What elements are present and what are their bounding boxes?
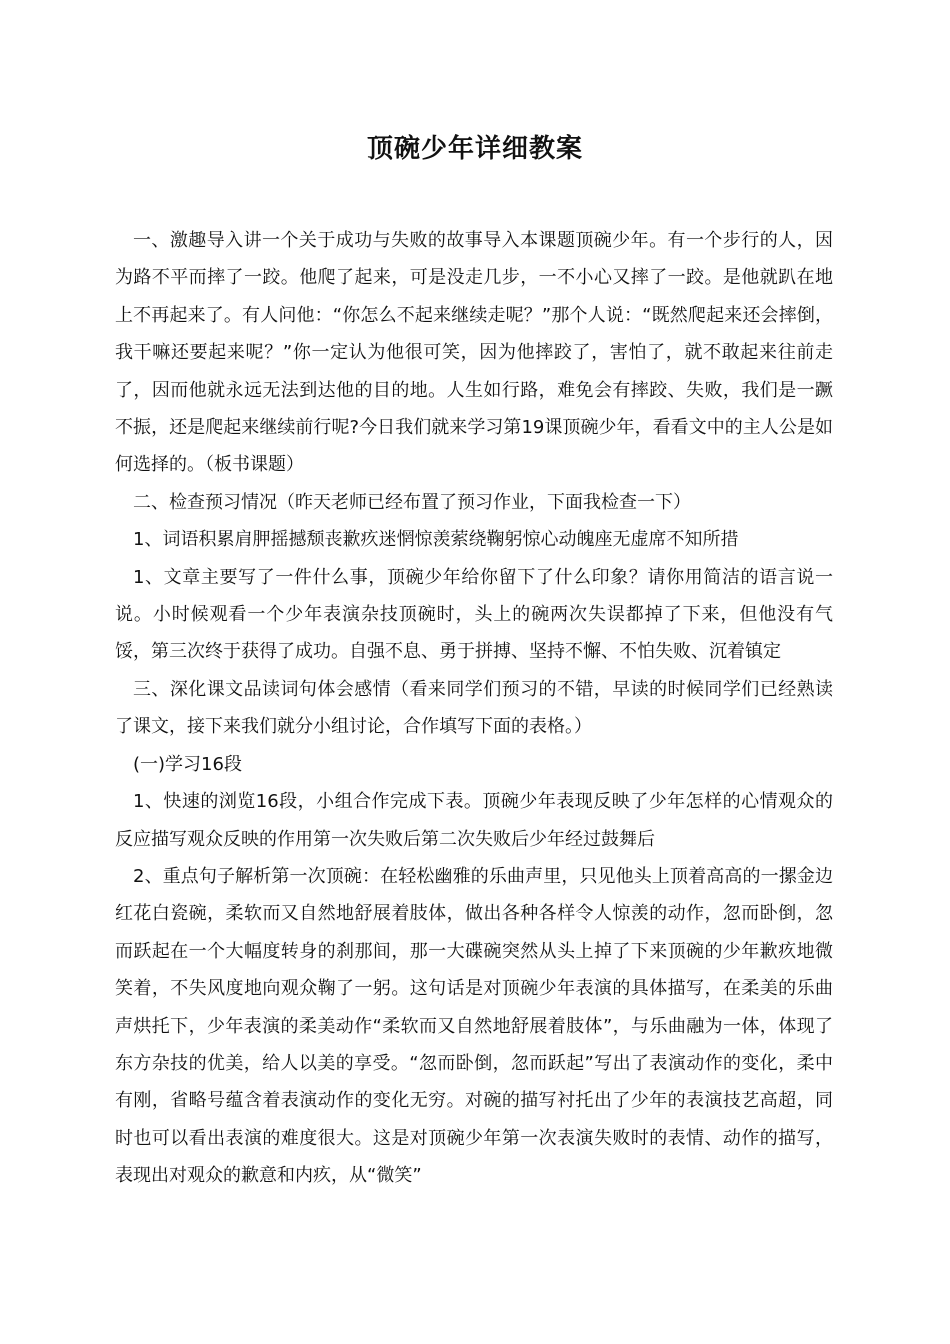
document-body [115, 222, 833, 1195]
paragraph-sentence-analysis: 2、重点句子解析第一次顶碗：在轻松幽雅的乐曲声里，只见他头上顶着高高的一摞金边红花白瓷碗，柔软而又自然地舒展着肢体，做出各种各样令人惊羡的动作，忽而卧倒，忽而跃起在一个大幅度转身的刹那间，那一大碟碗突然从头上掉了下来顶碗的少年歉疚地微笑着，不失风度地向观众鞠了一躬。这句话是对顶碗少年表演的具体描写，在柔美的乐曲声烘托下，少年表演的柔美动作“柔软而又自然地舒展着肢体”，与乐曲融为一体，体现了东方杂技的优美，给人以美的享受。“忽而卧倒，忽而跃起”写出了表演动作的变化，柔中有刚，省略号蕴含着表演动作的变化无穷。对碗的描写衬托出了少年的表演技艺高超，同时也可以看出表演的难度很大。这是对顶碗少年第一次表演失败时的表情、动作的描写，表现出对观众的歉意和内疚，从“微笑” [115, 865, 833, 1187]
paragraph-section-heading: (一)学习16段 [133, 753, 242, 775]
paragraph-preview-check: 二、检查预习情况（昨天老师已经布置了预习作业，下面我检查一下） [133, 491, 691, 513]
paragraph-vocabulary: 1、词语积累肩胛摇撼颓丧歉疚迷惘惊羡萦绕鞠躬惊心动魄座无虚席不知所措 [133, 529, 739, 551]
document-title: 顶碗少年详细教案 [366, 134, 583, 164]
paragraph-deepen: 三、深化课文品读词句体会感情（看来同学们预习的不错，早读的时候同学们已经熟读了课文，接下来我们就分小组讨论，合作填写下面的表格。） [115, 678, 833, 738]
paragraph-table-task: 1、快速的浏览16段，小组合作完成下表。顶碗少年表现反映了少年怎样的心情观众的反应描写观众反映的作用第一次失败后第二次失败后少年经过鼓舞后 [115, 791, 833, 850]
paragraph-main-idea: 1、文章主要写了一件什么事，顶碗少年给你留下了什么印象？请你用简洁的语言说一说。小时候观看一个少年表演杂技顶碗时，头上的碗两次失误都掉了下来，但他没有气馁，第三次终于获得了成功。自强不息、勇于拼搏、坚持不懈、不怕失败、沉着镇定 [115, 566, 833, 663]
paragraph-intro: 一、激趣导入讲一个关于成功与失败的故事导入本课题顶碗少年。有一个步行的人，因为路不平而摔了一跤。他爬了起来，可是没走几步，一不小心又摔了一跤。是他就趴在地上不再起来了。有人问他：“你怎么不起来继续走呢？”那个人说：“既然爬起来还会摔倒，我干嘛还要起来呢？”你一定认为他很可笑，因为他摔跤了，害怕了，就不敢起来往前走了，因而他就永远无法到达他的目的地。人生如行路，难免会有摔跤、失败，我们是一蹶不振，还是爬起来继续前行呢?今日我们就来学习第19课顶碗少年，看看文中的主人公是如何选择的。（板书课题） [115, 230, 833, 476]
